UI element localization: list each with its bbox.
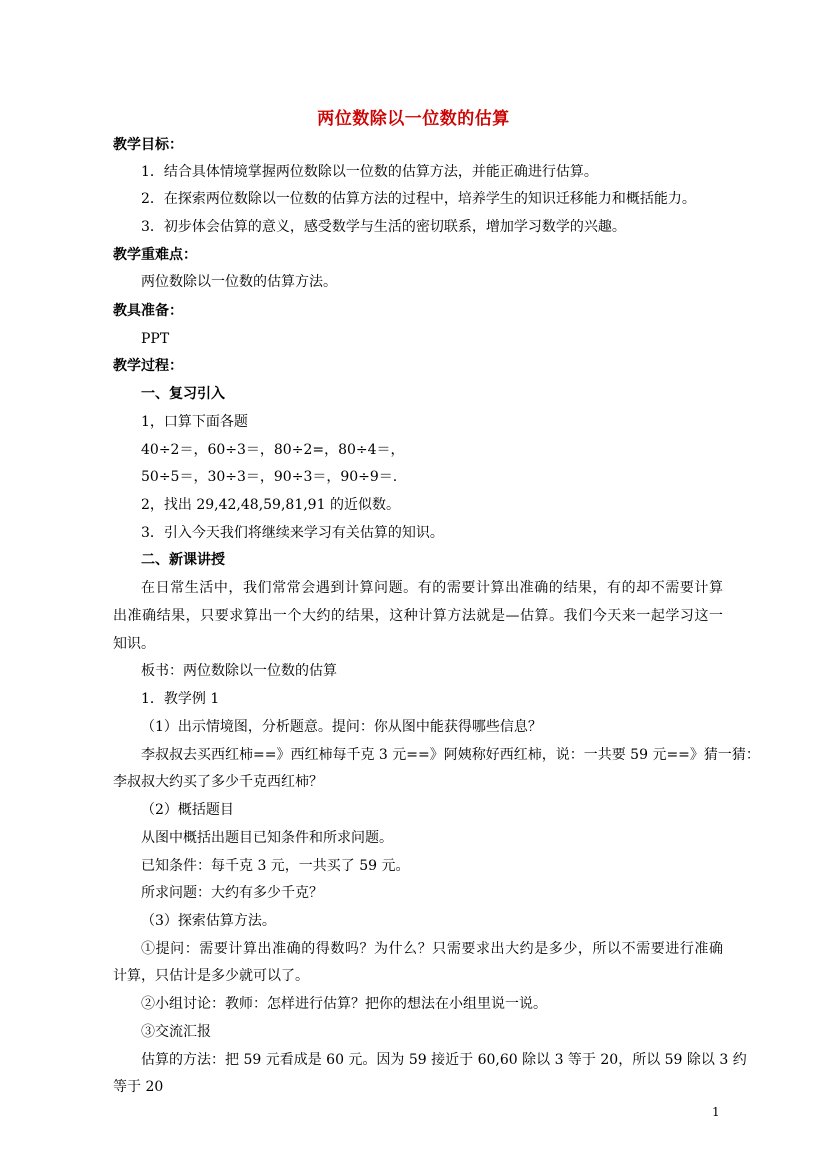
page-number: 1	[712, 1105, 720, 1119]
story-line: 李叔叔去买西红柿==》西红柿每千克 3 元==》阿姨称好西红柿，说：一共要 59 元==》猜一猜：	[141, 747, 760, 763]
review-line: 2，找出 29,42,48,59,81,91 的近似数。	[141, 497, 400, 513]
review-line: 1，口算下面各题	[141, 414, 248, 430]
step-3: （3）探索估算方法。	[141, 913, 276, 929]
paragraph-line: 出准确结果，只要求算出一个大约的结果，这种计算方法就是—估算。我们今天来一起学习这一	[113, 608, 723, 624]
story-line: 李叔叔大约买了多少千克西红柿？	[113, 774, 323, 790]
paragraph-line: 在日常生活中，我们常常会遇到计算问题。有的需要计算出准确的结果，有的却不需要计算	[141, 580, 723, 596]
process-heading: 教学过程：	[113, 358, 183, 374]
goal-item: 2．在探索两位数除以一位数的估算方法的过程中，培养学生的知识迁移能力和概括能力。	[141, 191, 696, 207]
goal-item: 3．初步体会估算的意义，感受数学与生活的密切联系，增加学习数学的兴趣。	[141, 219, 626, 235]
step-1: （1）出示情境图，分析题意。提问：你从图中能获得哪些信息？	[141, 719, 542, 735]
goals-heading: 教学目标：	[113, 137, 183, 153]
step-2: （2）概括题目	[141, 802, 234, 818]
question-text: 所求问题：大约有多少千克？	[141, 885, 323, 901]
key-points-heading: 教学重难点：	[113, 247, 197, 263]
review-line: 3．引入今天我们将继续来学习有关估算的知识。	[141, 525, 444, 541]
prep-text: PPT	[141, 331, 170, 347]
q3-line: ③交流汇报	[141, 1024, 211, 1040]
board-writing: 板书：两位数除以一位数的估算	[141, 663, 337, 679]
review-heading: 一、复习引入	[141, 386, 225, 402]
example-heading: 1．教学例 1	[141, 691, 220, 707]
method-line: 估算的方法：把 59 元看成是 60 元。因为 59 接近于 60,60 除以 3 等于 20，所以 59 除以 3 约	[141, 1052, 747, 1068]
q2-line: ②小组讨论：教师：怎样进行估算？把你的想法在小组里说一说。	[141, 996, 547, 1012]
q1-line: ①提问：需要计算出准确的得数吗？为什么？只需要求出大约是多少，所以不需要进行准确	[141, 941, 723, 957]
document-title: 两位数除以一位数的估算	[317, 109, 510, 129]
paragraph-line: 知识。	[113, 636, 155, 652]
summary-text: 从图中概括出题目已知条件和所求问题。	[141, 830, 393, 846]
goal-item: 1．结合具体情境掌握两位数除以一位数的估算方法，并能正确进行估算。	[141, 164, 598, 180]
review-line: 40÷2＝，60÷3＝，80÷2=，80÷4＝，	[141, 442, 405, 458]
review-line: 50÷5＝，30÷3＝，90÷3＝，90÷9＝.	[141, 469, 398, 485]
method-line: 等于 20	[113, 1079, 164, 1095]
new-lesson-heading: 二、新课讲授	[141, 552, 225, 568]
known-conditions: 已知条件：每千克 3 元，一共买了 59 元。	[141, 858, 410, 874]
q1-line: 计算，只估计是多少就可以了。	[113, 968, 309, 984]
key-points-text: 两位数除以一位数的估算方法。	[141, 274, 337, 290]
prep-heading: 教具准备：	[113, 303, 183, 319]
